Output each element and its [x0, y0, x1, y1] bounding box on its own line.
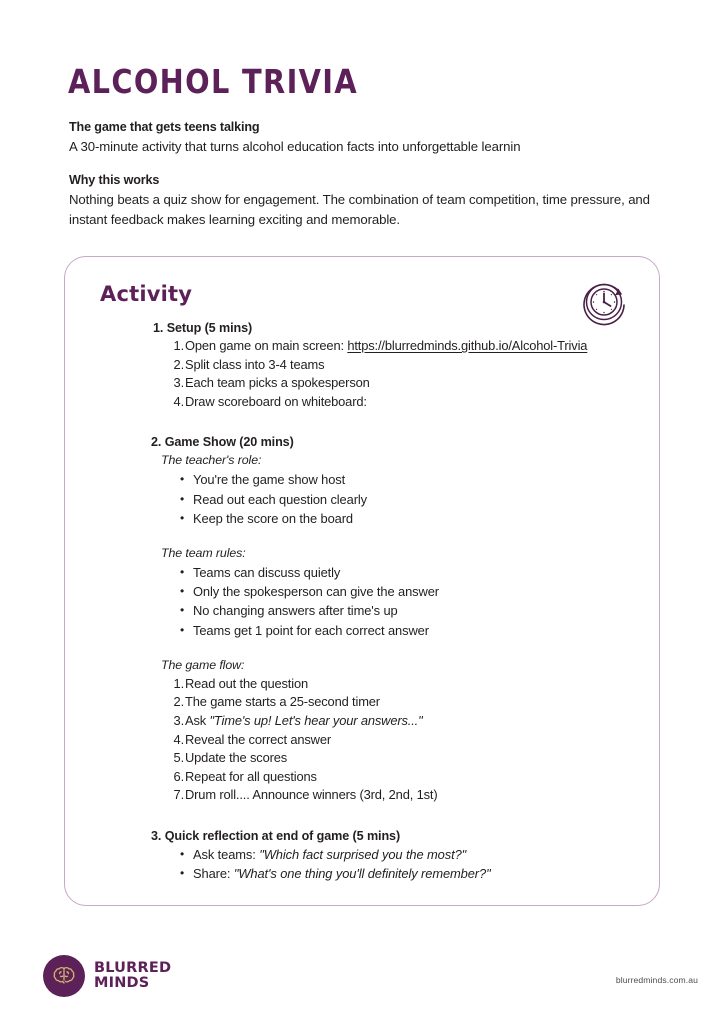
step-text: Each team picks a spokesperson: [185, 375, 370, 391]
section-heading-setup: 1. Setup (5 mins): [153, 321, 253, 335]
team-rules-label: The team rules:: [161, 545, 246, 560]
bullet-quote: "What's one thing you'll definitely remember?": [233, 866, 491, 882]
list-item: [93, 712, 637, 731]
subsection-gap: [93, 640, 637, 656]
list-item: [93, 601, 637, 620]
list-item: [93, 675, 637, 694]
list-item: [93, 621, 637, 640]
why-body: Nothing beats a quiz show for engagement. The combination of team competition, time pressure, and instant feedback makes learning exciting and memorable.: [69, 192, 650, 227]
bullet-icon: •: [180, 846, 185, 861]
list-item: [93, 768, 637, 787]
subsection-gap: [93, 528, 637, 544]
list-item: [93, 749, 637, 768]
section-heading-reflection: 3. Quick reflection at end of game (5 mins): [151, 828, 401, 843]
game-flow-label: The game flow:: [161, 657, 245, 672]
bullet-text: You're the game show host: [193, 472, 346, 488]
logo-line-1: BLURRED: [94, 959, 172, 976]
list-item: [93, 731, 637, 750]
bullet-icon: •: [180, 472, 185, 487]
teacher-role-label: The teacher's role:: [161, 453, 262, 468]
game-url-link[interactable]: https://blurredminds.github.io/Alcohol-Trivia: [347, 338, 588, 353]
list-item: [93, 490, 637, 509]
reflection-list: [93, 845, 637, 883]
activity-content: [93, 319, 637, 883]
step-text: Split class into 3-4 teams: [185, 356, 325, 372]
bullet-icon: •: [180, 603, 185, 618]
list-item: [93, 509, 637, 528]
setup-step-list: [93, 337, 637, 411]
brain-icon: [43, 955, 85, 997]
logo-wordmark: [94, 961, 171, 992]
list-marker: 4.: [173, 731, 184, 747]
list-marker: 5.: [173, 750, 184, 766]
bullet-text: Only the spokesperson can give the answer: [193, 584, 439, 600]
step-text: Update the scores: [185, 750, 288, 766]
list-item: [93, 470, 637, 489]
activity-heading: Activity: [100, 282, 193, 306]
bullet-icon: •: [180, 491, 185, 506]
lead-body: A 30-minute activity that turns alcohol education facts into unforgettable learnin: [69, 139, 521, 154]
bullet-text: Teams get 1 point for each correct answer: [193, 622, 429, 638]
list-item: [93, 845, 637, 864]
step-text: Repeat for all questions: [185, 768, 317, 784]
step-quote: "Time's up! Let's hear your answers...": [209, 712, 423, 728]
list-item: [93, 337, 637, 356]
list-marker: 4.: [173, 393, 184, 409]
list-marker: 1.: [173, 338, 184, 353]
bullet-icon: •: [180, 584, 185, 599]
game-flow-list: [93, 675, 637, 805]
list-marker: 1.: [173, 675, 184, 691]
teacher-role-list: [93, 470, 637, 528]
bullet-text: Keep the score on the board: [193, 510, 353, 526]
lead-heading: The game that gets teens talking: [69, 120, 260, 134]
activity-card: [64, 256, 660, 906]
bullet-text: Read out each question clearly: [193, 491, 368, 507]
list-item: [93, 393, 637, 412]
list-item: [93, 693, 637, 712]
bullet-quote: "Which fact surprised you the most?": [259, 846, 467, 862]
list-marker: 2.: [173, 694, 184, 710]
list-item: [93, 374, 637, 393]
step-text: Read out the question: [185, 675, 308, 691]
bullet-text: No changing answers after time's up: [193, 603, 398, 619]
step-text: Open game on main screen:: [185, 338, 348, 353]
list-item: [93, 864, 637, 883]
bullet-text: Ask teams:: [193, 846, 260, 862]
bullet-icon: •: [180, 564, 185, 579]
intro-spacer: [69, 157, 669, 171]
section-heading-gameshow: 2. Game Show (20 mins): [151, 435, 294, 450]
bullet-text: Teams can discuss quietly: [193, 564, 341, 580]
bullet-icon: •: [180, 866, 185, 881]
footer-url[interactable]: blurredminds.com.au: [615, 975, 698, 985]
section-gap: [93, 805, 637, 827]
team-rules-list: [93, 563, 637, 640]
logo-line-2: MINDS: [94, 975, 150, 991]
list-marker: 2.: [173, 356, 184, 372]
bullet-text: Share:: [193, 866, 234, 882]
section-gap: [93, 411, 637, 433]
step-text: Reveal the correct answer: [185, 731, 331, 747]
list-item: [93, 356, 637, 375]
list-item: [93, 563, 637, 582]
intro-section: [69, 118, 669, 230]
step-text: Ask: [185, 712, 210, 728]
list-marker: 3.: [173, 375, 184, 391]
footer-logo: [43, 955, 171, 997]
bullet-icon: •: [180, 622, 185, 637]
why-heading: Why this works: [69, 173, 160, 187]
list-item: [93, 582, 637, 601]
step-text: Draw scoreboard on whiteboard:: [185, 393, 367, 409]
bullet-icon: •: [180, 510, 185, 525]
list-marker: 6.: [173, 768, 184, 784]
step-text: Drum roll.... Announce winners (3rd, 2nd, 1st): [185, 787, 438, 803]
list-item: [93, 786, 637, 805]
page-title: ALCOHOL TRIVIA: [68, 62, 359, 101]
step-text: The game starts a 25-second timer: [185, 694, 380, 710]
list-marker: 3.: [173, 712, 184, 728]
list-marker: 7.: [173, 787, 184, 803]
